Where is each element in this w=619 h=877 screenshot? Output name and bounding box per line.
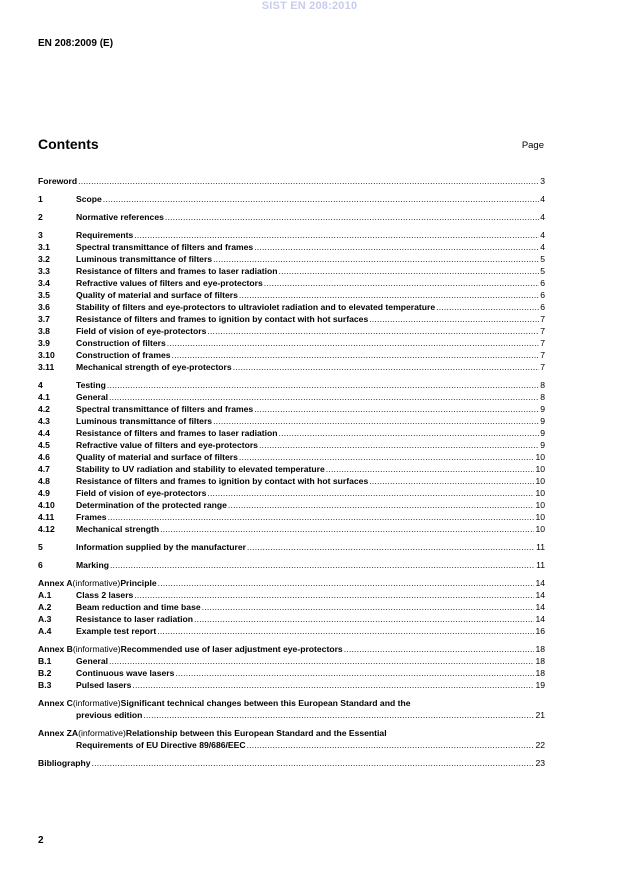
toc-leader-dots bbox=[132, 679, 534, 691]
toc-entry-number: Annex C bbox=[38, 698, 73, 708]
toc-entry-number: 4.2 bbox=[38, 404, 50, 414]
toc-entry[interactable] bbox=[38, 349, 545, 361]
toc-entry-number: 3.4 bbox=[38, 278, 50, 288]
toc-entry-number: A.3 bbox=[38, 614, 52, 624]
toc-entry[interactable] bbox=[38, 337, 545, 349]
toc-entry-title: Refractive value of filters and eye-protectors bbox=[76, 440, 258, 450]
toc-leader-dots bbox=[369, 475, 534, 487]
toc-entry-page: 5 bbox=[540, 266, 545, 276]
toc-entry-page: 4 bbox=[540, 230, 545, 240]
toc-entry-title: Continuous wave lasers bbox=[76, 668, 175, 678]
toc-leader-dots bbox=[254, 403, 539, 415]
toc-entry[interactable] bbox=[38, 415, 545, 427]
toc-leader-dots bbox=[92, 757, 535, 769]
toc-entry[interactable] bbox=[38, 175, 545, 187]
toc-entry-page: 11 bbox=[536, 560, 545, 570]
toc-leader-dots bbox=[172, 349, 540, 361]
toc-entry[interactable] bbox=[38, 193, 545, 205]
toc-entry-title: Refractive values of filters and eye-protectors bbox=[76, 278, 263, 288]
toc-entry-title: Resistance of filters and frames to ignition by contact with hot surfaces bbox=[76, 476, 369, 486]
toc-entry-title: Beam reduction and time base bbox=[76, 602, 201, 612]
toc-entry-page: 8 bbox=[540, 380, 545, 390]
toc-entry-number: 5 bbox=[38, 542, 43, 552]
toc-leader-dots bbox=[264, 277, 539, 289]
toc-leader-dots bbox=[326, 463, 535, 475]
toc-entry-title: Resistance of filters and frames to ignition by contact with hot surfaces bbox=[76, 314, 369, 324]
toc-entry-page: 7 bbox=[540, 314, 545, 324]
toc-entry[interactable] bbox=[38, 559, 545, 571]
toc-entry-page: 10 bbox=[535, 512, 545, 522]
toc-entry-title: Mechanical strength bbox=[76, 524, 160, 534]
toc-leader-dots bbox=[157, 625, 534, 637]
toc-entry-title-continued: Requirements of EU Directive 89/686/EEC bbox=[76, 740, 246, 750]
toc-entry-number: A.2 bbox=[38, 602, 52, 612]
toc-entry-annex-type bbox=[73, 697, 121, 709]
toc-entry-title: Marking bbox=[76, 560, 109, 570]
toc-entry-page: 6 bbox=[540, 278, 545, 288]
toc-entry[interactable] bbox=[38, 487, 545, 499]
toc-entry-informative: (informative) bbox=[72, 578, 121, 588]
toc-entry[interactable] bbox=[38, 379, 545, 391]
toc-entry-number: 3.5 bbox=[38, 290, 50, 300]
toc-entry[interactable] bbox=[38, 511, 545, 523]
toc-entry[interactable] bbox=[38, 391, 545, 403]
toc-entry-page: 10 bbox=[535, 476, 545, 486]
toc-entry-title: Spectral transmittance of filters and frames bbox=[76, 404, 254, 414]
toc-entry-number: 4 bbox=[38, 380, 43, 390]
watermark: SIST EN 208:2010 bbox=[261, 0, 358, 12]
toc-entry-page: 9 bbox=[540, 440, 545, 450]
toc-entry-page: 11 bbox=[536, 542, 545, 552]
toc-leader-dots bbox=[165, 211, 539, 223]
toc-entry-page: 6 bbox=[540, 302, 545, 312]
toc-entry-page: 21 bbox=[535, 710, 545, 720]
toc-entry-page: 10 bbox=[535, 500, 545, 510]
toc-entry-page: 14 bbox=[535, 590, 545, 600]
toc-entry[interactable] bbox=[38, 697, 545, 709]
toc-entry-number: 3.2 bbox=[38, 254, 50, 264]
toc-entry[interactable] bbox=[38, 403, 545, 415]
toc-entry-page: 10 bbox=[535, 452, 545, 462]
toc-entry-title: Field of vision of eye-protectors bbox=[76, 326, 207, 336]
toc-entry-title: Quality of material and surface of filters bbox=[76, 290, 238, 300]
toc-entry-page: 6 bbox=[540, 290, 545, 300]
toc-leader-dots bbox=[228, 499, 535, 511]
toc-entry-number: 6 bbox=[38, 560, 43, 570]
toc-entry-number: B.3 bbox=[38, 680, 52, 690]
toc-entry-title: Foreword bbox=[38, 176, 78, 186]
toc-entry-number: 3.11 bbox=[38, 362, 55, 372]
toc-entry-title: Pulsed lasers bbox=[76, 680, 132, 690]
toc-entry-page: 9 bbox=[540, 428, 545, 438]
toc-entry-number: 3 bbox=[38, 230, 43, 240]
toc-entry[interactable] bbox=[38, 301, 545, 313]
toc-leader-dots bbox=[158, 577, 535, 589]
toc-entry-page: 10 bbox=[535, 464, 545, 474]
toc-entry-number: 4.4 bbox=[38, 428, 50, 438]
contents-heading: Contents bbox=[38, 136, 99, 152]
toc-entry-number: 4.7 bbox=[38, 464, 50, 474]
toc-entry-number: 4.3 bbox=[38, 416, 50, 426]
toc-entry-number: Annex A bbox=[38, 578, 73, 588]
toc-entry-continuation[interactable] bbox=[38, 709, 545, 721]
toc-entry-number: 4.10 bbox=[38, 500, 55, 510]
toc-entry-number: 4.5 bbox=[38, 440, 50, 450]
toc-entry-number: Annex ZA bbox=[38, 728, 79, 738]
toc-leader-dots bbox=[247, 739, 535, 751]
toc-entry[interactable] bbox=[38, 625, 545, 637]
toc-entry[interactable] bbox=[38, 265, 545, 277]
toc-entry[interactable] bbox=[38, 211, 545, 223]
toc-entry-page: 4 bbox=[540, 212, 545, 222]
toc-entry-number: A.4 bbox=[38, 626, 52, 636]
toc-leader-dots bbox=[344, 643, 535, 655]
toc-leader-dots bbox=[239, 289, 539, 301]
toc-entry-number: 3.6 bbox=[38, 302, 50, 312]
toc-entry-number: 3.3 bbox=[38, 266, 50, 276]
toc-leader-dots bbox=[109, 391, 539, 403]
toc-leader-dots bbox=[369, 313, 539, 325]
toc-entry-page: 7 bbox=[540, 338, 545, 348]
page-column-label: Page bbox=[521, 140, 544, 151]
toc-leader-dots bbox=[107, 379, 539, 391]
toc-entry[interactable] bbox=[38, 541, 545, 553]
toc-leader-dots bbox=[194, 613, 534, 625]
toc-entry-number: 2 bbox=[38, 212, 43, 222]
toc-leader-dots bbox=[254, 241, 539, 253]
toc-leader-dots bbox=[134, 589, 534, 601]
toc-entry-page: 4 bbox=[540, 242, 545, 252]
toc-entry-page: 4 bbox=[540, 194, 545, 204]
toc-leader-dots bbox=[134, 229, 539, 241]
toc-entry-number: 4.12 bbox=[38, 524, 55, 534]
toc-leader-dots bbox=[239, 451, 535, 463]
toc-entry-page: 18 bbox=[535, 668, 545, 678]
toc-entry-page: 16 bbox=[535, 626, 545, 636]
toc-entry-page: 18 bbox=[535, 644, 545, 654]
toc-entry-page: 3 bbox=[540, 176, 545, 186]
toc-leader-dots bbox=[247, 541, 535, 553]
toc-entry-title: Spectral transmittance of filters and frames bbox=[76, 242, 254, 252]
toc-entry-number: 3.10 bbox=[38, 350, 55, 360]
toc-entry[interactable] bbox=[38, 241, 545, 253]
toc-entry[interactable] bbox=[38, 577, 545, 589]
toc-entry[interactable] bbox=[38, 667, 545, 679]
toc-entry[interactable] bbox=[38, 253, 545, 265]
toc-entry-title: Field of vision of eye-protectors bbox=[76, 488, 207, 498]
toc-entry-page: 8 bbox=[540, 392, 545, 402]
toc-entry-informative: (informative) bbox=[72, 698, 121, 708]
toc-entry-page: 7 bbox=[540, 362, 545, 372]
toc-entry-page: 22 bbox=[535, 740, 545, 750]
toc-entry-title: Stability of filters and eye-protectors to ultraviolet radiation and to elevated temperature bbox=[76, 302, 436, 312]
toc-entry-page: 10 bbox=[535, 488, 545, 498]
toc-entry-title: Luminous transmittance of filters bbox=[76, 254, 213, 264]
toc-entry-number: 4.8 bbox=[38, 476, 50, 486]
toc-entry-title: Requirements bbox=[76, 230, 134, 240]
toc-leader-dots bbox=[233, 361, 540, 373]
toc-entry-title: Relationship between this European Standard and the Essential bbox=[125, 728, 387, 738]
toc-entry-number: 4.9 bbox=[38, 488, 50, 498]
toc-leader-dots bbox=[108, 511, 535, 523]
toc-entry[interactable] bbox=[38, 439, 545, 451]
toc-entry[interactable] bbox=[38, 643, 545, 655]
toc-entry-title: Construction of filters bbox=[76, 338, 166, 348]
toc-entry-annex-type bbox=[78, 727, 126, 739]
toc-entry-title: General bbox=[76, 656, 109, 666]
toc-entry-informative: (informative) bbox=[78, 728, 126, 738]
toc-entry-page: 9 bbox=[540, 416, 545, 426]
toc-leader-dots bbox=[103, 193, 539, 205]
toc-entry-number: 4.6 bbox=[38, 452, 50, 462]
toc-entry[interactable] bbox=[38, 325, 545, 337]
toc-entry-title: Resistance to laser radiation bbox=[76, 614, 194, 624]
toc-entry-number: B.2 bbox=[38, 668, 52, 678]
toc-leader-dots bbox=[207, 325, 539, 337]
toc-entry-title-continued: previous edition bbox=[76, 710, 143, 720]
toc-entry[interactable] bbox=[38, 499, 545, 511]
toc-entry-title: Information supplied by the manufacturer bbox=[76, 542, 246, 552]
toc-entry-title: Determination of the protected range bbox=[76, 500, 227, 510]
toc-entry-number: 3.8 bbox=[38, 326, 50, 336]
toc-entry-page: 7 bbox=[540, 326, 545, 336]
toc-entry[interactable] bbox=[38, 463, 545, 475]
toc-leader-dots bbox=[110, 559, 535, 571]
toc-entry-number: Annex B bbox=[38, 644, 73, 654]
toc-entry[interactable] bbox=[38, 277, 545, 289]
toc-entry-title: Frames bbox=[76, 512, 107, 522]
toc-leader-dots bbox=[279, 427, 540, 439]
toc-entry[interactable] bbox=[38, 523, 545, 535]
toc-entry-title: Resistance of filters and frames to laser radiation bbox=[76, 428, 278, 438]
toc-entry-title: Normative references bbox=[76, 212, 164, 222]
toc-entry-title: Significant technical changes between this European Standard and the bbox=[120, 698, 411, 708]
toc-leader-dots bbox=[207, 487, 534, 499]
toc-entry-number: 3.9 bbox=[38, 338, 50, 348]
toc-entry-title: General bbox=[76, 392, 109, 402]
toc-entry-page: 18 bbox=[535, 656, 545, 666]
toc-leader-dots bbox=[78, 175, 539, 187]
toc-entry-number: A.1 bbox=[38, 590, 52, 600]
toc-leader-dots bbox=[213, 253, 539, 265]
toc-entry-page: 9 bbox=[540, 404, 545, 414]
toc-entry-page: 14 bbox=[535, 578, 545, 588]
toc-leader-dots bbox=[279, 265, 540, 277]
toc-entry-title: Class 2 lasers bbox=[76, 590, 134, 600]
toc-entry[interactable] bbox=[38, 589, 545, 601]
toc-entry-number: 1 bbox=[38, 194, 43, 204]
toc-entry-title: Principle bbox=[120, 578, 157, 588]
toc-entry-title: Example test report bbox=[76, 626, 157, 636]
toc-entry[interactable] bbox=[38, 451, 545, 463]
toc-leader-dots bbox=[160, 523, 534, 535]
toc-entry-title: Construction of frames bbox=[76, 350, 171, 360]
toc-leader-dots bbox=[167, 337, 539, 349]
toc-entry-continuation[interactable] bbox=[38, 739, 545, 751]
toc-entry-title: Quality of material and surface of filters bbox=[76, 452, 238, 462]
toc-entry-title: Resistance of filters and frames to laser radiation bbox=[76, 266, 278, 276]
toc-leader-dots bbox=[213, 415, 539, 427]
toc-leader-dots bbox=[175, 667, 534, 679]
toc-entry[interactable] bbox=[38, 727, 545, 739]
toc-entry[interactable] bbox=[38, 655, 545, 667]
toc-leader-dots bbox=[202, 601, 535, 613]
toc-entry[interactable] bbox=[38, 361, 545, 373]
toc-entry-page: 5 bbox=[540, 254, 545, 264]
toc-entry-number: 4.1 bbox=[38, 392, 50, 402]
toc-entry[interactable] bbox=[38, 679, 545, 691]
toc-entry-number: 3.1 bbox=[38, 242, 50, 252]
toc-leader-dots bbox=[109, 655, 534, 667]
toc-entry[interactable] bbox=[38, 313, 545, 325]
toc-entry[interactable] bbox=[38, 475, 545, 487]
toc-entry[interactable] bbox=[38, 229, 545, 241]
toc-entry-title: Testing bbox=[76, 380, 106, 390]
toc-entry-page: 14 bbox=[535, 614, 545, 624]
toc-entry-annex-type bbox=[73, 643, 121, 655]
page-number: 2 bbox=[38, 835, 44, 846]
toc-entry-number: 3.7 bbox=[38, 314, 50, 324]
toc-entry-page: 7 bbox=[540, 350, 545, 360]
toc-leader-dots bbox=[259, 439, 539, 451]
toc-entry-page: 14 bbox=[535, 602, 545, 612]
toc-entry[interactable] bbox=[38, 601, 545, 613]
toc-leader-dots bbox=[143, 709, 534, 721]
document-id: EN 208:2009 (E) bbox=[38, 38, 114, 49]
toc-entry-annex-type bbox=[73, 577, 121, 589]
toc-entry-title: Mechanical strength of eye-protectors bbox=[76, 362, 232, 372]
toc-entry-number: 4.11 bbox=[38, 512, 55, 522]
toc-leader-dots bbox=[436, 301, 539, 313]
toc-entry[interactable] bbox=[38, 289, 545, 301]
toc-entry-bibliography[interactable] bbox=[38, 757, 545, 769]
toc-entry-title: Scope bbox=[76, 194, 102, 204]
toc-entry[interactable] bbox=[38, 613, 545, 625]
toc-entry-page: 19 bbox=[535, 680, 545, 690]
toc-entry-informative: (informative) bbox=[72, 644, 121, 654]
toc-entry-page: 23 bbox=[535, 758, 545, 768]
table-of-contents bbox=[38, 175, 545, 769]
toc-entry-title: Stability to UV radiation and stability to elevated temperature bbox=[76, 464, 325, 474]
toc-entry-title: Luminous transmittance of filters bbox=[76, 416, 213, 426]
toc-entry-number: B.1 bbox=[38, 656, 52, 666]
toc-entry-title: Recommended use of laser adjustment eye-protectors bbox=[120, 644, 343, 654]
toc-entry-title: Bibliography bbox=[38, 758, 91, 768]
toc-entry-page: 10 bbox=[535, 524, 545, 534]
toc-entry[interactable] bbox=[38, 427, 545, 439]
